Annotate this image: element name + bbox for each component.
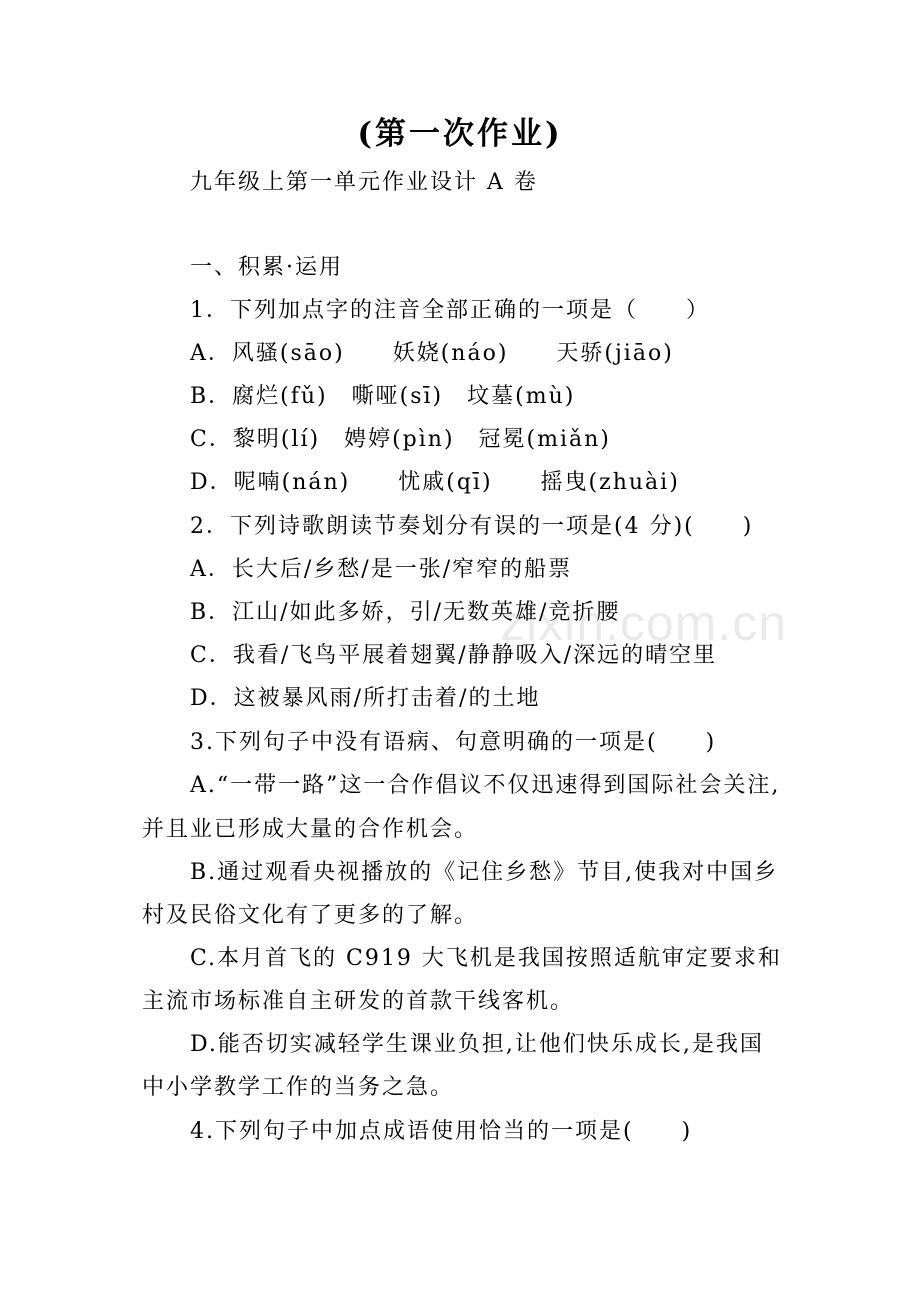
question-1-option-c: C．黎明(lí) 娉婷(pìn) 冠冕(miǎn) — [190, 427, 611, 452]
section-heading: 一、积累·运用 — [190, 255, 343, 280]
document-subtitle: 九年级上第一单元作业设计 A 卷 — [190, 170, 538, 195]
question-2-option-b: B．江山/如此多娇，引/无数英雄/竞折腰 — [190, 600, 621, 625]
question-3-option-d-line2: 中小学教学工作的当务之急。 — [142, 1075, 455, 1100]
question-4-stem: 4.下列句子中加点成语使用恰当的一项是( ) — [190, 1119, 693, 1144]
question-3-option-c-line2: 主流市场标准自主研发的首款干线客机。 — [142, 989, 575, 1014]
question-3-option-d-line1: D.能否切实减轻学生课业负担,让他们快乐成长,是我国 — [190, 1032, 764, 1057]
watermark: zixin.com.cn — [500, 595, 788, 651]
question-2-stem: 2．下列诗歌朗读节奏划分有误的一项是(4 分)( ) — [190, 514, 754, 539]
question-3-option-b-line2: 村及民俗文化有了更多的了解。 — [142, 903, 479, 928]
question-1-option-d: D．呢喃(nán) 忧戚(qī) 摇曳(zhuài) — [190, 470, 680, 495]
question-2-option-a: A．长大后/乡愁/是一张/窄窄的船票 — [190, 557, 573, 582]
question-3-option-c-line1: C.本月首飞的 C919 大飞机是我国按照适航审定要求和 — [190, 946, 782, 971]
question-3-option-b-line1: B.通过观看央视播放的《记住乡愁》节目,使我对中国乡 — [190, 860, 779, 885]
question-2-option-c: C．我看/飞鸟平展着翅翼/静静吸入/深远的晴空里 — [190, 643, 718, 668]
question-1-stem: 1．下列加点字的注音全部正确的一项是（ ） — [190, 298, 710, 323]
question-1-option-a: A．风骚(sāo) 妖娆(náo) 天骄(jiāo) — [190, 341, 674, 366]
question-3-option-a-line1: A.“一带一路”这一合作倡议不仅迅速得到国际社会关注, — [190, 773, 781, 798]
question-2-option-d: D．这被暴风雨/所打击着/的土地 — [190, 686, 541, 711]
question-1-option-b: B．腐烂(fǔ) 嘶哑(sī) 坟墓(mù) — [190, 384, 576, 409]
document-title: (第一次作业) — [357, 116, 563, 152]
question-3-stem: 3.下列句子中没有语病、句意明确的一项是( ) — [190, 730, 717, 755]
question-3-option-a-line2: 并且业已形成大量的合作机会。 — [142, 817, 479, 842]
